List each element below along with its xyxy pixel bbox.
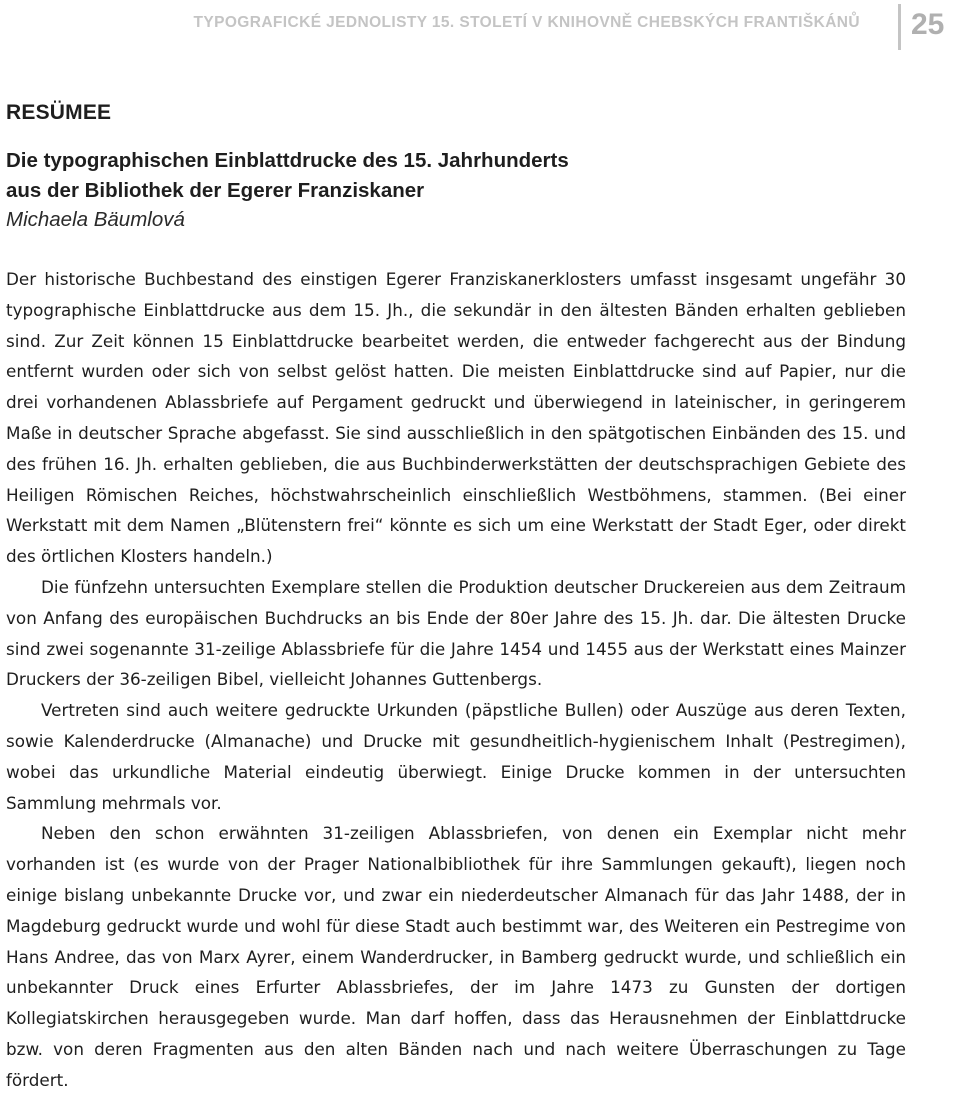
- page-number: 25: [911, 8, 945, 41]
- body-paragraph-2: Die fünfzehn untersuchten Exemplare stellen die Produktion deutscher Druckereien aus dem Zeitraum von Anfang des europäischen Buchdrucks an bis Ende der 80er Jahre des 15. Jh. dar. Die ältesten Drucke sind zwei sogenannte 31-zeilige Ablassbriefe für die Jahre 1454 und 1455 aus der Werkstatt eines Mainzer Druckers der 36-zeiligen Bibel, vielleicht Johannes Guttenbergs.: [6, 576, 906, 690]
- running-head: TYPOGRAFICKÉ JEDNOLISTY 15. STOLETÍ V KNIHOVNĚ CHEBSKÝCH FRANTIŠKÁNŮ: [193, 14, 860, 31]
- body-paragraph-3: Vertreten sind auch weitere gedruckte Urkunden (päpstliche Bullen) oder Auszüge aus deren Texten, sowie Kalenderdrucke (Almanache) und Drucke mit gesundheitlich-hygienischem Inhalt (Pestregimen), wobei das urkundliche Material eindeutig überwiegt. Einige Drucke kommen in der untersuchten Sammlung mehrmals vor.: [6, 700, 906, 813]
- article-title: [6, 146, 906, 206]
- running-head-rule: [898, 4, 901, 50]
- article-author: Michaela Bäumlová: [6, 208, 185, 231]
- article-title-line-1: Die typographischen Einblattdrucke des 15. Jahrhunderts: [6, 149, 569, 172]
- body-paragraph-4: Neben den schon erwähnten 31-zeiligen Ablassbriefen, von denen ein Exemplar nicht mehr vorhanden ist (es wurde von der Prager Nationalbibliothek für ihre Sammlungen gekauft), liegen noch einige bislang unbekannte Drucke vor, und zwar ein niederdeutscher Almanach für das Jahr 1488, der in Magdeburg gedruckt wurde und wohl für diese Stadt auch bestimmt war, des Weiteren ein Pestregime von Hans Andree, das von Marx Ayrer, einem Wanderdrucker, in Bamberg gedruckt wurde, und schließlich ein unbekannter Druck eines Erfurter Ablassbriefes, der im Jahre 1473 zu Gunsten der dortigen Kollegiatskirchen herausgegeben wurde. Man darf hoffen, dass das Herausnehmen der Einblattdrucke bzw. von deren Fragmenten aus den alten Bänden nach und nach weitere Überraschungen zu Tage fördert.: [6, 823, 906, 1090]
- section-heading: RESÜMEE: [6, 101, 112, 124]
- article-body: [6, 264, 906, 1096]
- article-title-line-2: aus der Bibliothek der Egerer Franziskaner: [6, 179, 425, 202]
- body-paragraph-1: Der historische Buchbestand des einstigen Egerer Franziskanerklosters umfasst insgesamt ungefähr 30 typographische Einblattdrucke aus dem 15. Jh., die sekundär in den ältesten Bänden erhalten geblieben sind. Zur Zeit können 15 Einblattdrucke bearbeitet werden, die entweder fachgerecht aus der Bindung entfernt wurden oder sich von selbst gelöst hatten. Die meisten Einblattdrucke sind auf Papier, nur die drei vorhandenen Ablassbriefe auf Pergament gedruckt und überwiegend in lateinischer, in geringerem Maße in deutscher Sprache abgefasst. Sie sind ausschließlich in den spätgotischen Einbänden des 15. und des frühen 16. Jh. erhalten geblieben, die aus Buchbinderwerkstätten der deutschsprachigen Gebiete des Heiligen Römischen Reiches, höchstwahrscheinlich einschließlich Westböhmens, stammen. (Bei einer Werkstatt mit dem Namen „Blütenstern frei“ könnte es sich um eine Werkstatt der Stadt Eger, oder direkt des örtlichen Klosters handeln.): [6, 269, 906, 567]
